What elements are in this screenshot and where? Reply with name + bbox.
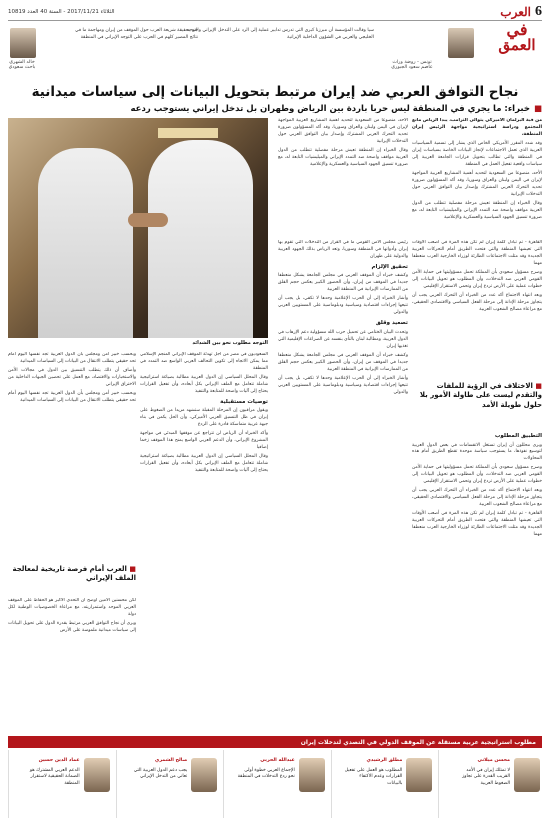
author-name: تونس - روضة وراث [392,60,432,65]
quote-mark-icon: ■ [532,382,542,390]
paragraph: وصرح مسؤول سعودي بأن المملكة تحمل مسؤوليتها في حماية الأمن القومي العربي ضد التدخلات، وأن المطلوب هو تحويل البيانات إلى خطوات عملية على الأرض تردع إيران وتحمي الاستقرار الإقليمي [412,465,542,485]
headline: نجاح التوافق العربي ضد إيران مرتبط بتحويل البيانات إلى سياسات ميدانية [31,84,519,100]
column-3 [278,240,408,732]
expert-card [331,750,435,818]
expert-card [116,750,220,818]
brand-name: العرب [500,4,531,19]
page-number: 6 [535,4,542,19]
paragraph: القاهرة - تم تبادل كلمة إيران لم تكن هذه المرة في أصعب الأوقات التي تعيشها المنطقة والتي فتحت الطريق أمام التحركات العربية الجديدة وقد مثلت الاجتماعات الطارئة لوزراء الخارجية العرب منعطفا مهما [412,511,542,538]
section-fi: في [506,20,528,39]
column-1b [278,118,408,238]
bottom-strip-title: مطلوب استراتيجية عربية مستقلة عن الموقف الدولي في التصدي لتدخلات إيران [8,736,542,748]
photo-caption: التوجه مطلوب نحو بين الشدائد [192,340,268,346]
author-photo [448,28,474,58]
column-1 [412,118,542,238]
paragraph: وتحدث البيان الختامي عن تحميل حزب الله مسؤولية دعم الإرهاب في الدول العربية، ومطالبة لبنان بالنأي بنفسه عن الصراعات الإقليمية التي تغذيها إيران [278,329,408,349]
paragraph: ويقول مراقبون إن المرحلة المقبلة ستشهد مزيدا من الضغوط على إيران في ظل التنسيق العربي الأميركي، وأن الحل يكمن في بناء جبهة عربية متماسكة قادرة على الردع [140,408,268,428]
paragraph: الأحد، منضوعا من السعودية لتحديد أهمية المشاريع العربية المواجهة لإيران في اليمن ولبنان والعراق وسوريا، وقد أكد المسؤولون ضرورة تحديد التحرك العربي المشترك وإصدار بيان التوافق العربي حول التدخلات الإيرانية [412,170,542,197]
lead-paragraph: من قبة البرلمان الأميركي يتوالى الترامب، يبدأ الرياض مانع المجتمع ودراسة استراتيجية مواجهة الرئيس إيران المنطقة، [412,118,542,137]
subheading: توصيات مستقبلية [220,398,268,405]
subheading: التطبيق المطلوب [494,433,542,439]
expert-card [8,750,112,818]
paragraph: السعوديون في مصر من أجل تهدئة الموقف الإيراني المنجم الإسلامي مما يمكن الاتجاه إلى تكوين التحالف العربي الواسع ضد التمدد في المنطقة [140,352,268,371]
column-2 [412,240,542,378]
issue-line: الثلاثاء 2017/11/21 - السنة 40 العدد 10819 [8,9,115,15]
paragraph: وبعد انتهاء الاجتماع أكد عدد من الخبراء أن التحرك العربي يجب أن يتجاوز مرحلة الإدانة إلى مرحلة الفعل السياسي والاقتصادي الحقيقي، مع مراعاة مصالح الشعوب العربية [412,488,542,508]
paragraph: وقال المحلل السياسي إن الدول العربية مطالبة بصياغة استراتيجية شاملة تتعامل مع الملف الإيراني بكل أبعاده، وأن تفعيل القرارات يحتاج إلى آليات واضحة للمتابعة والتنفيذ [140,454,268,474]
experts-row [8,750,542,818]
paragraph: وقال الخبراء إن المنطقة تعيش مرحلة مفصلية تتطلب من الدول العربية مواقف واضحة ضد التمدد الإيراني والميليشيات التابعة له، مع ضرورة تنسيق الجهود السياسية والعسكرية والإعلامية [412,200,542,220]
name-plate [158,128,218,138]
author-role: عاصم سعود الجبوري [391,65,433,70]
quote-mark-icon: ■ [126,565,136,573]
paragraph: وأشار الخبراء إلى أن الحرب الإعلامية وحدها لا تكفي، بل يجب أن تتبعها إجراءات اقتصادية وسياسية ودبلوماسية على المستويين العربي والدولي [278,296,408,316]
paragraph: وكشف خبراء أن الموقف العربي في مجلس الجامعة يشكل منعطفا جديدا في الموقف من إيران، وأن الحضور الكبير يعكس حجم القلق من الممارسات الإيرانية في المنطقة العربية [278,273,408,293]
paragraph: القاهرة - تم تبادل كلمة إيران لم تكن هذه المرة في أصعب الأوقات التي تعيشها المنطقة والتي فتحت الطريق أمام التحركات العربية الجديدة وقد مثلت الاجتماعات الطارئة لوزراء الخارجية العرب منعطفا مهما [412,240,542,266]
expert-name: محسن ميلاني [477,758,510,763]
pull-quote-text: الاختلاف في الرؤية للملفات والتقدم ليست على طاولة الأمور بلا حلول طويلة الأمد [419,382,542,409]
expert-card [223,750,327,818]
subhead [8,104,542,114]
expert-quote: المطلوب هو العمل على تفعيل القرارات وعدم الاكتفاء بالبيانات [344,768,403,786]
paragraph: ويرى أن نجاح التوافق العربي مرتبط بقدرة الدول على تحويل البيانات إلى سياسات ميدانية ملموسة على الأرض [8,620,136,633]
author-byline [382,60,442,70]
paragraph: لكن محسنين الأمين أوضح أن التحدي الأكبر هو الحفاظ على الموقف العربي الموحد واستمراريته، مع مراعاة الخصوصيات الوطنية لكل دولة [8,598,136,617]
expert-card [438,750,542,818]
expert-name: صالح الشمري [154,758,188,763]
paragraph: وبحسب خبير أمن ومجلس بأن الدول العربية تجد نفسها اليوم أمام تحد حقيقي يتطلب الانتقال من البيانات إلى السياسات الميدانية [8,390,136,403]
top-bar [8,4,542,21]
subhead-text: خبراء: ما يجري في المنطقة ليس حربا باردة بين الرياض وطهران بل تدخل إيراني يستوجب ردعه [130,104,530,114]
author-photo [10,28,36,58]
author-byline [0,60,52,70]
author-role: باحث سعودي [8,65,36,70]
expert-quote: الإجماع العربي خطوة أولى نحو ردع التدخلات في المنطقة [237,768,295,780]
expert-name: مطلق الرشيدي [366,758,403,763]
section-title [492,22,542,53]
paragraph: وقال المحلل السياسي إن الدول العربية مطالبة بصياغة استراتيجية شاملة تتعامل مع الملف الإيراني بكل أبعاده، وأن تفعيل القرارات يحتاج إلى آليات واضحة للمتابعة والتنفيذ [140,374,268,394]
paragraph: وقال الخبراء إن المنطقة تعيش مرحلة مفصلية تتطلب من الدول العربية مواقف واضحة ضد التمدد الإيراني والميليشيات التابعة له، مع ضرورة تنسيق الجهود السياسية والعسكرية والإعلامية [278,147,408,167]
expert-photo [406,758,432,792]
column-2-cont [412,432,542,732]
figure-right [148,140,253,338]
paragraph: وبعد انتهاء الاجتماع أكد عدد من الخبراء أن التحرك العربي يجب أن يتجاوز مرحلة الإدانة إلى مرحلة الفعل السياسي والاقتصادي الحقيقي، مع مراعاة مصالح الشعوب العربية [412,292,542,312]
paragraph: وصرح مسؤول سعودي بأن المملكة تحمل مسؤوليتها في حماية الأمن القومي العربي ضد التدخلات، وأن المطلوب هو تحويل البيانات إلى خطوات عملية على الأرض تردع إيران وتحمي الاستقرار الإقليمي [412,269,542,289]
expert-photo [84,758,110,792]
header-blurb-right: سيا وقالت المؤسسة أن مبرزنا كبرى التي تدرس تدابير عملية إلى الرد على التدخل الإيراني والتوجه الخليجي والعربي في الشؤون الداخلية الإيرانية [186,28,374,40]
column-4 [140,352,268,732]
header [8,22,542,82]
pull-quote [412,382,542,410]
pull-quote [8,565,136,584]
pull-quote-text: العرب أمام فرصة تاريخية لمعالجة الملف الإيراني [12,565,136,583]
subheading: تصعيد وقلق [375,320,408,327]
paragraph: وكشف خبراء أن الموقف العربي في مجلس الجامعة يشكل منعطفا جديدا في الموقف من إيران، وأن الحضور الكبير يعكس حجم القلق من الممارسات الإيرانية في المنطقة العربية [278,352,408,372]
subheading: تحقيق الإلزام [371,263,408,270]
pointing-hand [128,213,168,227]
column-5 [8,352,136,562]
header-blurb-left: جيد بحقيقة شريعة العرب حول الموقف من إيران ومهاجمة ما في نتائج المصير كلهم في الحرب على التوجه الإيراني في المنطقة [74,28,198,40]
paragraph: وأكد الخبراء أن الرياض لن تتراجع عن موقفها المبدئي في مواجهة المشروع الإيراني، وأن الدعم العربي الواسع يمنح هذا الموقف زخما إضافيا [140,431,268,451]
page-marker [500,4,542,20]
paragraph: رئيس مجلس الأمن القومي ما في القرار من التدخلات التي تقوم بها إيران وأدواتها في المنطقة وسوريا، وتعد الرياض بذلك الجهود العربية والدولية على طهران [278,240,408,259]
section-umq: العمق [498,36,536,54]
author-name: خالد الشهري [9,60,35,65]
column-5-cont [8,598,136,732]
expert-quote: الدعم العربي المشترك هو الضمانة الحقيقية لاستقرار المنطقة [29,768,80,786]
paragraph: وقد شدد المقرر الأمريكي الخاص الذي يشار إلى تسمية السياسيات العربية الذي تعمل الاجتماعات لإنجاز البيانات الخاصة بسياسات إيران في المنطقة والتي تطالب بتحويل قرارات الجامعة العربية إلى سياسات واقعية تفعيل العمل في المنطقة [412,140,542,167]
bullet-icon: ■ [533,104,542,114]
paragraph: وأشار الخبراء إلى أن الحرب الإعلامية وحدها لا تكفي، بل يجب أن تتبعها إجراءات اقتصادية وسياسية ودبلوماسية على المستويين العربي والدولي [278,375,408,395]
paragraph: الأحد، منضوعا من السعودية لتحديد أهمية المشاريع العربية المواجهة لإيران في اليمن ولبنان والعراق وسوريا، وقد أكد المسؤولون ضرورة تحديد التحرك العربي المشترك وإصدار بيان التوافق العربي حول التدخلات الإيرانية [278,118,408,144]
expert-photo [191,758,217,792]
expert-quote: يجب دعم الدول العربية التي تعاني من التدخل الإيراني [133,768,188,780]
expert-name: عماد الدين حسين [38,758,80,763]
expert-photo [299,758,325,792]
expert-name: عبدالله الحربي [260,758,295,763]
article-photo [8,118,268,338]
paragraph: وبحسب خبير أمن ومجلس بأن الدول العربية تجد نفسها اليوم أمام تحد حقيقي يتطلب الانتقال من البيانات إلى السياسات الميدانية [8,352,136,364]
expert-quote: لا تمتلك إيران في الأمد القريب القدرة على تجاوز الضغوط العربية [462,768,510,786]
paragraph: وأضاف أن ذلك يتطلب التنسيق بين الدول في مجالات الأمن والاستخبارات والاقتصاد، مع العمل على تحصين الجبهات الداخلية من الاختراق الإيراني [8,367,136,387]
expert-photo [514,758,540,792]
paragraph: ويرى محللون أن إيران تستغل الانقسامات في بعض الدول العربية لتوسيع نفوذها، ما يستوجب سياسة موحدة تقطع الطريق أمام هذه المحاولات [412,442,542,462]
figure-left [38,148,133,338]
